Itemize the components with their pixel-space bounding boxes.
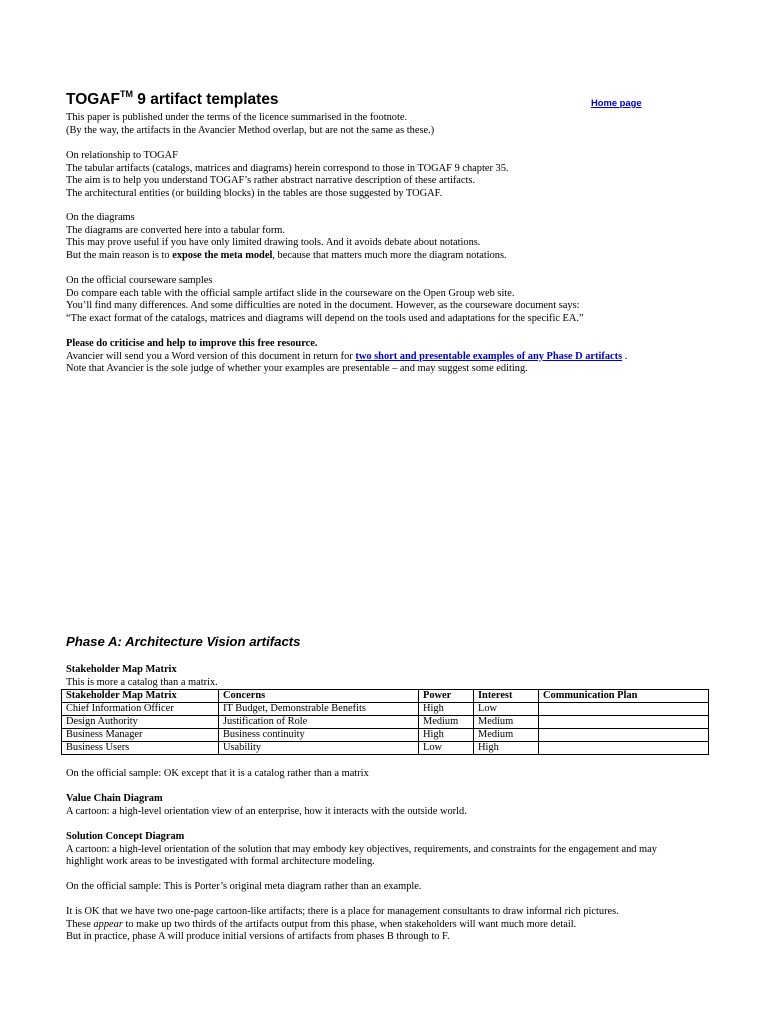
table-cell: Business Users (62, 742, 219, 755)
quote-line: “The exact format of the catalogs, matrices and diagrams will depend on the tools used and adaptations for the specific EA.” (66, 312, 584, 324)
paragraph-line: You’ll find many differences. And some difficulties are noted in the document. However, as the courseware document says: (66, 300, 580, 312)
paragraph-line: But in practice, phase A will produce initial versions of artifacts from phases B through to F. (66, 931, 450, 943)
paragraph-line: A cartoon: a high-level orientation view of an enterprise, how it interacts with the outside world. (66, 805, 467, 817)
togaf-relationship-section (66, 150, 716, 200)
stakeholder-matrix-title: Stakeholder Map Matrix (66, 664, 177, 675)
table-cell: Low (474, 703, 539, 716)
phase-a-heading: Phase A: Architecture Vision artifacts (66, 634, 301, 649)
paragraph-line: highlight work areas to be investigated with formal architecture modeling. (66, 856, 375, 868)
document-title: TOGAF™ 9 artifact templates (66, 89, 279, 108)
table-cell (539, 729, 709, 742)
paragraph-line: On the official sample: This is Porter’s original meta diagram rather than an example. (66, 881, 422, 892)
closing-paragraph (66, 906, 716, 944)
document-header (66, 90, 646, 112)
table-cell: Low (419, 742, 474, 755)
stakeholder-matrix-note: This is more a catalog than a matrix. (66, 676, 218, 688)
official-sample-note (66, 768, 716, 781)
table-cell: Design Authority (62, 716, 219, 729)
table-cell (539, 742, 709, 755)
paragraph-line: Do compare each table with the official sample artifact slide in the courseware on the Open Group web site. (66, 287, 515, 299)
intro-line: (By the way, the artifacts in the Avancier Method overlap, but are not the same as these.) (66, 124, 435, 136)
paragraph-line: This may prove useful if you have only limited drawing tools. And it avoids debate about notations. (66, 237, 481, 249)
solution-official-note (66, 881, 716, 894)
column-header: Stakeholder Map Matrix (62, 690, 219, 703)
paragraph-line: It is OK that we have two one-page cartoon-like artifacts; there is a place for management consultants to draw informal rich pictures. (66, 906, 619, 917)
column-header: Concerns (219, 690, 419, 703)
intro-paragraph (66, 112, 716, 137)
feedback-section (66, 338, 716, 376)
column-header: Communication Plan (539, 690, 709, 703)
section-heading: On the diagrams (66, 212, 135, 223)
table-cell: Usability (219, 742, 419, 755)
section-heading: On the official courseware samples (66, 275, 213, 286)
intro-line: This paper is published under the terms of the licence summarised in the footnote. (66, 112, 408, 123)
paragraph-line: The aim is to help you understand TOGAF’s rather abstract narrative description of these artifacts. (66, 175, 476, 187)
courseware-section (66, 275, 716, 325)
table-cell (539, 703, 709, 716)
table-cell: Business continuity (219, 729, 419, 742)
phase-d-examples-link[interactable]: two short and presentable examples of any Phase D artifacts (355, 350, 623, 362)
feedback-heading: Please do criticise and help to improve this free resource. (66, 338, 318, 349)
solution-concept-section (66, 831, 716, 869)
emphasis-appear: appear (93, 918, 123, 930)
table-cell: Business Manager (62, 729, 219, 742)
table-cell (539, 716, 709, 729)
paragraph-line: Avancier will send you a Word version of this document in return for two short and presentable examples of any Phase D artifacts . (66, 350, 628, 362)
stakeholder-matrix-intro (66, 664, 716, 689)
stakeholder-map-table (61, 689, 709, 755)
paragraph-line: The architectural entities (or building blocks) in the tables are those suggested by TOGAF. (66, 187, 443, 199)
value-chain-section (66, 793, 716, 818)
paragraph-line: On the official sample: OK except that it is a catalog rather than a matrix (66, 768, 369, 779)
table-row (62, 716, 709, 729)
value-chain-title: Value Chain Diagram (66, 793, 163, 804)
table-cell: Chief Information Officer (62, 703, 219, 716)
column-header: Power (419, 690, 474, 703)
table-cell: IT Budget, Demonstrable Benefits (219, 703, 419, 716)
table-row (62, 742, 709, 755)
section-heading: On relationship to TOGAF (66, 150, 178, 161)
table-cell: High (474, 742, 539, 755)
table-cell: Medium (474, 729, 539, 742)
emphasis-meta-model: expose the meta model (172, 249, 273, 261)
table-row (62, 729, 709, 742)
paragraph-line: A cartoon: a high-level orientation of the solution that may embody key objectives, requirements, and constraints for the engagement and may (66, 843, 657, 855)
paragraph-line: These appear to make up two thirds of the artifacts output from this phase, when stakeholders will want much more detail. (66, 918, 577, 930)
solution-concept-title: Solution Concept Diagram (66, 831, 185, 842)
column-header: Interest (474, 690, 539, 703)
paragraph-line: But the main reason is to expose the meta model, because that matters much more the diagram notations. (66, 249, 507, 261)
table-cell: Medium (419, 716, 474, 729)
paragraph-line: Note that Avancier is the sole judge of whether your examples are presentable – and may suggest some editing. (66, 363, 528, 375)
table-row (62, 703, 709, 716)
table-header-row (62, 690, 709, 703)
table-cell: Justification of Role (219, 716, 419, 729)
paragraph-line: The tabular artifacts (catalogs, matrices and diagrams) herein correspond to those in TOGAF 9 chapter 35. (66, 162, 509, 174)
paragraph-line: The diagrams are converted here into a tabular form. (66, 224, 285, 236)
diagrams-section (66, 212, 716, 262)
table-cell: Medium (474, 716, 539, 729)
table-cell: High (419, 729, 474, 742)
trademark-superscript: TM (119, 89, 133, 99)
table-cell: High (419, 703, 474, 716)
home-page-link[interactable]: Home page (591, 97, 642, 108)
